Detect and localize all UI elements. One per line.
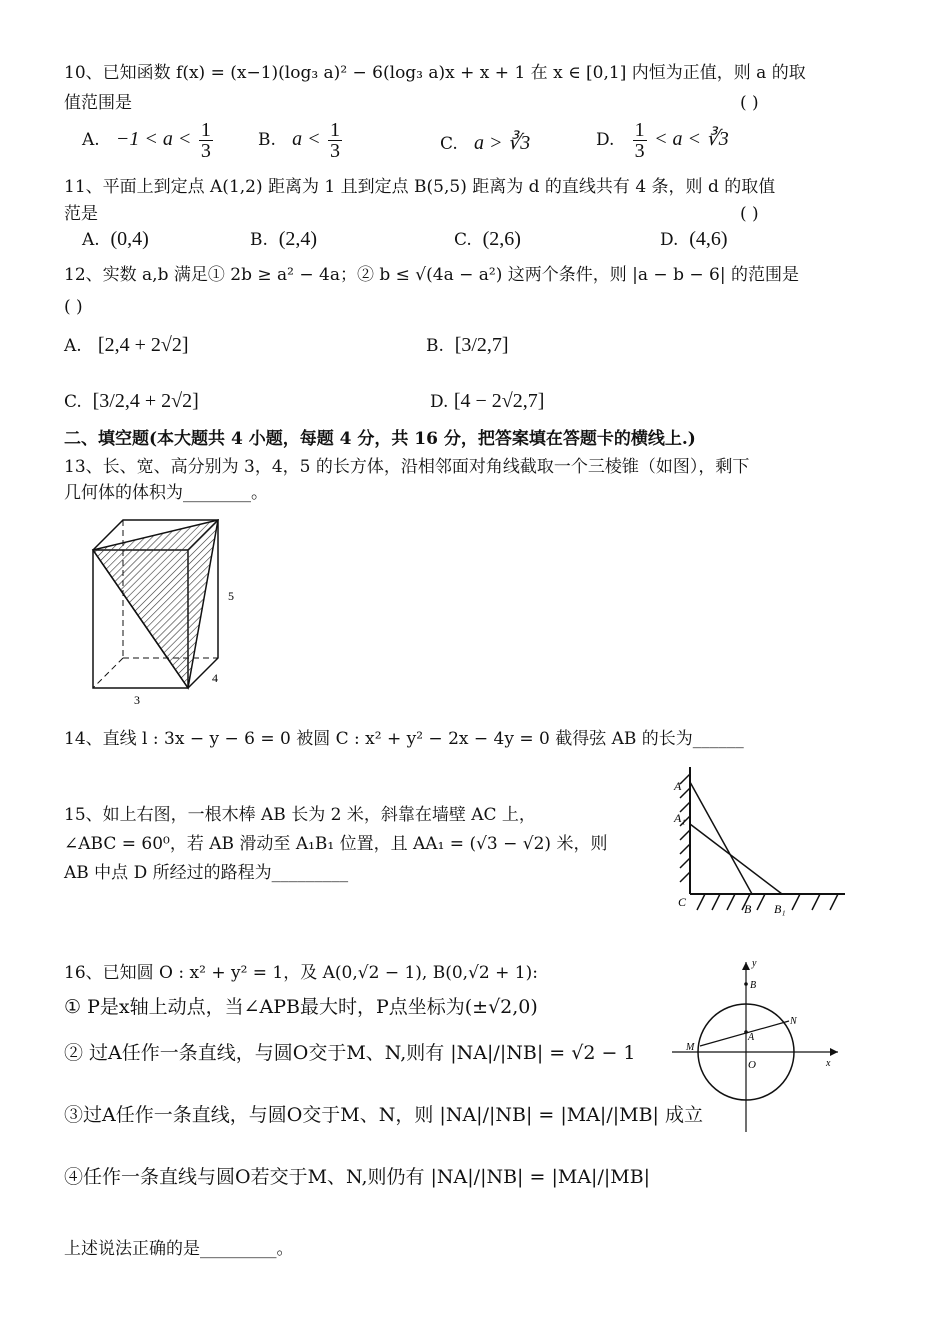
q12-option-b-label: B.	[426, 336, 444, 356]
q11-option-b-label: B.	[250, 230, 268, 250]
q10-option-d-expr: < a < ∛3	[654, 128, 729, 150]
q10-option-a-num: 1	[200, 119, 211, 141]
q12-line2: ( )	[64, 297, 83, 317]
label-b: B	[744, 902, 752, 916]
q11-option-a-text: (0,4)	[110, 228, 149, 250]
x-axis-arrow	[830, 1048, 838, 1056]
label-width: 4	[212, 671, 218, 685]
q10-option-b	[258, 120, 344, 161]
q11-paren: ( )	[740, 204, 759, 224]
label-o: O	[748, 1059, 756, 1071]
ground-hatch	[697, 894, 838, 910]
q16-statement-4: ④任作一条直线与圆O若交于M、N,则仍有 |NA|/|NB| = |MA|/|MB|	[64, 1166, 651, 1188]
hidden-edge-depth	[93, 658, 123, 688]
q10-option-b-num: 1	[330, 119, 341, 141]
q12-option-d-text: [4 − 2√2,7]	[453, 390, 545, 412]
q10-option-d	[596, 120, 729, 161]
label-y: y	[752, 958, 757, 969]
q10-option-b-den: 3	[330, 140, 341, 162]
q10-paren: ( )	[740, 93, 759, 113]
q12-option-c-label: C.	[64, 392, 82, 412]
q10-line1: 10、已知函数 f(x) = (x−1)(log₃ a)² − 6(log₃ a)x + x + 1 在 x ∈ [0,1] 内恒为正值，则 a 的取	[64, 63, 806, 83]
q14-text: 14、直线 l : 3x − y − 6 = 0 被圆 C : x² + y² − 2x − 4y = 0 截得弦 AB 的长为______	[64, 729, 744, 749]
chord-mn	[700, 1021, 789, 1046]
label-m: M	[686, 1042, 695, 1053]
q12-option-d-label: D.	[430, 392, 449, 412]
q10-line2: 值范围是	[64, 93, 132, 113]
q10-option-d-label: D.	[596, 130, 615, 150]
label-a: A	[674, 779, 682, 793]
q10-option-b-expr: a <	[292, 128, 321, 150]
q16-circle-figure	[668, 956, 844, 1134]
q16-statement-3: ③过A任作一条直线，与圆O交于M、N，则 |NA|/|NB| = |MA|/|MB| 成立	[64, 1104, 703, 1126]
q11-option-d-label: D.	[660, 230, 679, 250]
q11-option-a	[82, 228, 149, 251]
q16-statement-1: ① P是x轴上动点，当∠APB最大时，P点坐标为(±√2,0)	[64, 996, 538, 1018]
q12-option-d	[430, 390, 544, 413]
label-height: 5	[228, 589, 234, 603]
q10-option-a-expr: −1 < a <	[115, 128, 192, 150]
q10-option-c	[440, 130, 530, 155]
q11-option-c	[454, 228, 521, 251]
label-x: x	[826, 1058, 831, 1069]
q13-line2: 几何体的体积为________。	[64, 483, 268, 503]
y-axis-arrow	[742, 962, 750, 970]
label-c: C	[678, 895, 687, 909]
rod-ab	[690, 782, 752, 894]
q11-option-c-text: (2,6)	[482, 228, 521, 250]
q12-option-c	[64, 390, 199, 413]
q12-line1: 12、实数 a,b 满足① 2b ≥ a² − 4a；② b ≤ √(4a − a²) 这两个条件，则 |a − b − 6| 的范围是	[64, 265, 799, 285]
q10-option-b-label: B.	[258, 130, 276, 150]
q10-option-c-expr: a > ∛3	[474, 132, 531, 154]
q15-line3: AB 中点 D 所经过的路程为_________	[64, 863, 349, 883]
q15-line1: 15、如上右图，一根木棒 AB 长为 2 米，斜靠在墙壁 AC 上，	[64, 805, 536, 825]
q16-statement-2: ② 过A任作一条直线，与圆O交于M、N,则有 |NA|/|NB| = √2 − 1	[64, 1042, 636, 1064]
rod-a1b1	[690, 824, 782, 894]
q11-line2: 范是	[64, 204, 98, 224]
q16-line1: 16、已知圆 O : x² + y² = 1，及 A(0,√2 − 1), B(0,√2 + 1):	[64, 963, 538, 983]
q12-option-a-text: [2,4 + 2√2]	[97, 334, 189, 356]
q10-option-d-num: 1	[634, 119, 645, 141]
q13-cuboid-figure	[80, 510, 250, 710]
q11-option-d-text: (4,6)	[689, 228, 728, 250]
q10-option-c-label: C.	[440, 134, 458, 154]
q11-option-d	[660, 228, 728, 251]
q11-line1: 11、平面上到定点 A(1,2) 距离为 1 且到定点 B(5,5) 距离为 d 的直线共有 4 条，则 d 的取值	[64, 177, 776, 197]
section-2-heading: 二、填空题(本大题共 4 小题，每题 4 分，共 16 分，把答案填在答题卡的横线上.)	[64, 429, 696, 449]
cut-pyramid	[93, 520, 218, 688]
q13-line1: 13、长、宽、高分别为 3，4，5 的长方体，沿相邻面对角线截取一个三棱锥（如图），剩下	[64, 457, 750, 477]
q11-option-b	[250, 228, 317, 251]
q15-ladder-figure	[660, 762, 850, 922]
q11-option-a-label: A.	[82, 230, 100, 250]
q12-option-a-label: A.	[64, 336, 82, 356]
q12-option-c-text: [3/2,4 + 2√2]	[92, 390, 199, 412]
q12-option-b-text: [3/2,7]	[454, 334, 509, 356]
summary-question: 上述说法正确的是_________。	[64, 1239, 294, 1259]
label-n: N	[790, 1016, 797, 1027]
wall-hatch	[680, 774, 690, 882]
label-a1: A₁	[674, 811, 686, 825]
q11-option-c-label: C.	[454, 230, 472, 250]
q10-option-a-label: A.	[82, 130, 100, 150]
point-b	[744, 982, 748, 986]
q10-option-d-den: 3	[634, 140, 645, 162]
q10-option-a	[82, 120, 215, 161]
label-length: 3	[134, 693, 140, 707]
q12-option-b	[426, 334, 509, 357]
label-b1: B₁	[774, 902, 786, 916]
q15-line2: ∠ABC = 60⁰，若 AB 滑动至 A₁B₁ 位置，且 AA₁ = (√3 − √2) 米，则	[64, 834, 608, 854]
label-a: A	[748, 1032, 755, 1043]
label-b: B	[750, 980, 757, 991]
q10-option-a-den: 3	[200, 140, 211, 162]
q11-option-b-text: (2,4)	[278, 228, 318, 250]
q12-option-a	[64, 334, 188, 357]
